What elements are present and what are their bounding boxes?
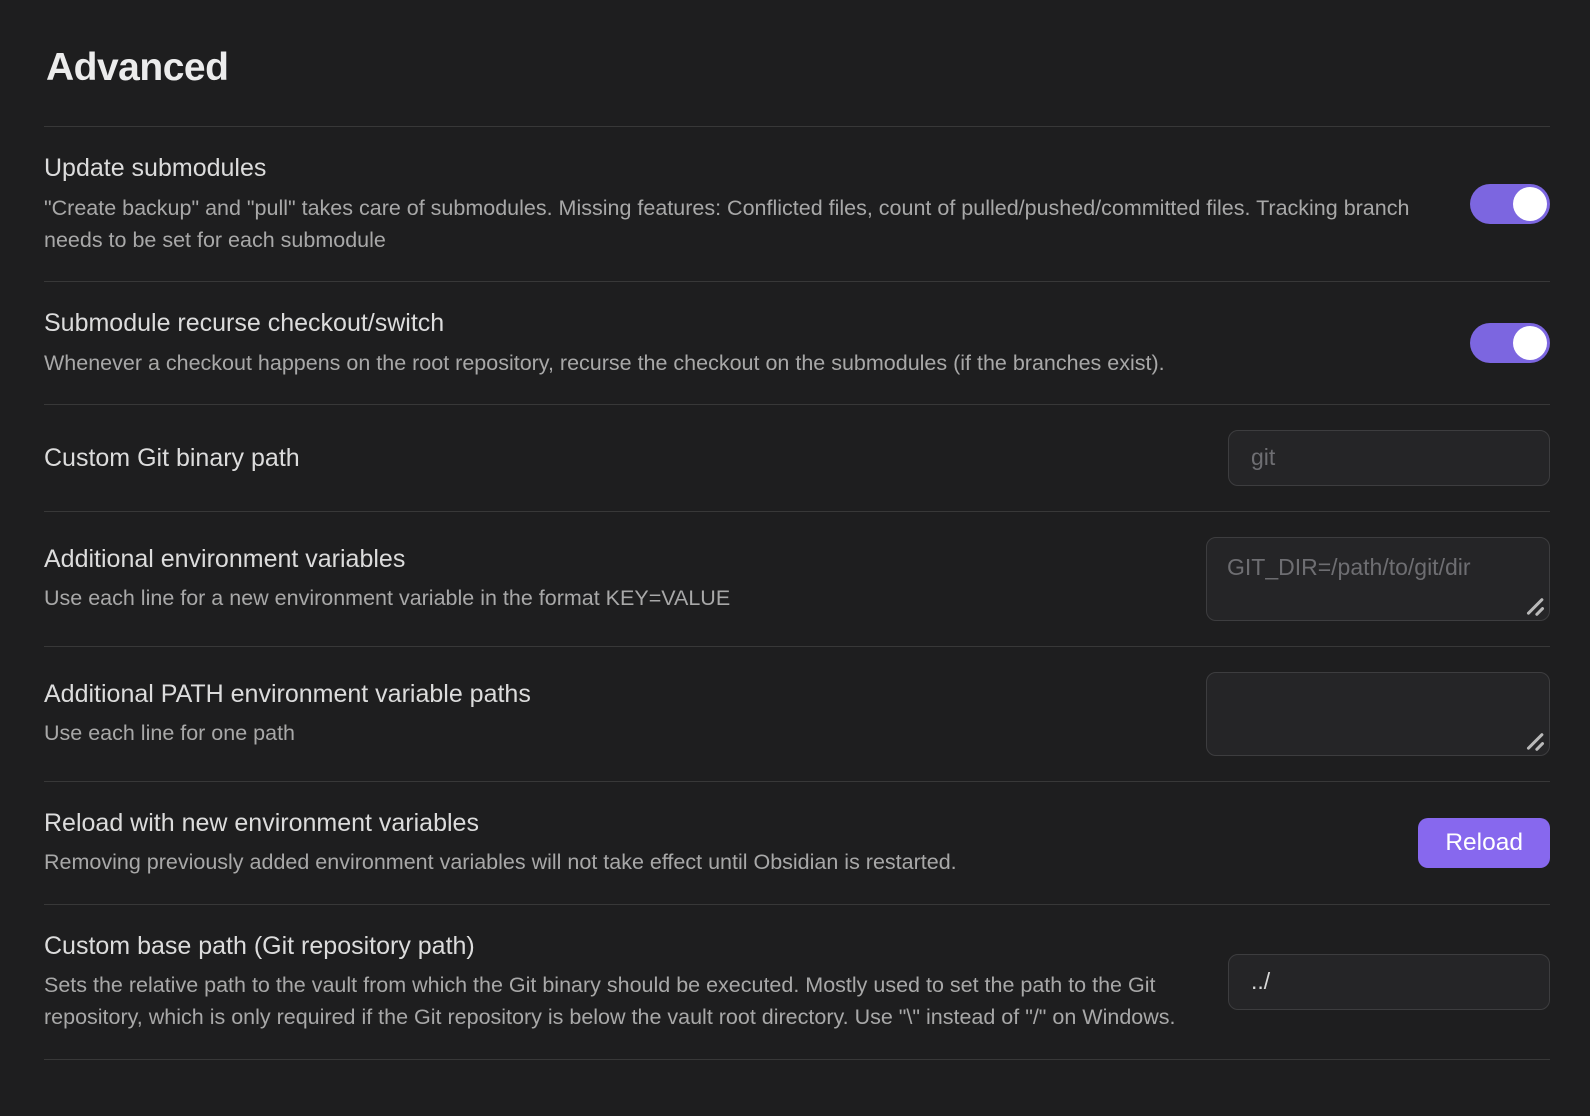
setting-name: Additional PATH environment variable paths bbox=[44, 679, 531, 708]
update-submodules-toggle[interactable] bbox=[1470, 184, 1550, 224]
setting-row-update-submodules bbox=[44, 126, 1550, 281]
setting-info bbox=[44, 307, 1470, 379]
section-end-divider bbox=[44, 1059, 1550, 1085]
reload-button[interactable]: Reload bbox=[1418, 818, 1550, 868]
env-variables-textarea[interactable] bbox=[1206, 537, 1550, 621]
setting-description: Use each line for one path bbox=[44, 721, 295, 746]
setting-info bbox=[44, 930, 1228, 1034]
setting-info bbox=[44, 807, 1418, 879]
setting-control bbox=[1470, 184, 1550, 224]
setting-description: "Create backup" and "pull" takes care of submodules. Missing features: Conflicted files, count of pulled/pushed/committed files. Tracking branch needs to be set for each submodule bbox=[44, 195, 1410, 252]
setting-name: Reload with new environment variables bbox=[44, 808, 479, 837]
textarea-wrap bbox=[1206, 672, 1550, 756]
setting-name: Submodule recurse checkout/switch bbox=[44, 309, 445, 337]
setting-row-reload-env bbox=[44, 781, 1550, 904]
setting-control bbox=[1228, 430, 1550, 486]
page-title: Advanced bbox=[46, 46, 229, 89]
setting-row-submodule-recurse bbox=[44, 281, 1550, 404]
setting-info bbox=[44, 543, 1206, 615]
setting-name: Custom base path (Git repository path) bbox=[44, 931, 475, 960]
textarea-wrap bbox=[1206, 537, 1550, 621]
setting-row-additional-path-env bbox=[44, 646, 1550, 781]
toggle-knob bbox=[1513, 187, 1547, 221]
toggle-knob bbox=[1513, 326, 1547, 360]
setting-name: Additional environment variables bbox=[44, 544, 406, 573]
setting-row-custom-base-path bbox=[44, 904, 1550, 1059]
setting-control bbox=[1470, 323, 1550, 363]
setting-control bbox=[1206, 672, 1550, 756]
setting-info bbox=[44, 442, 1228, 475]
setting-control bbox=[1228, 954, 1550, 1010]
setting-control bbox=[1418, 818, 1550, 868]
setting-info bbox=[44, 678, 1206, 750]
submodule-recurse-toggle[interactable] bbox=[1470, 323, 1550, 363]
setting-name: Update submodules bbox=[44, 154, 267, 182]
custom-base-path-input[interactable] bbox=[1228, 954, 1550, 1010]
setting-description: Use each line for a new environment variable in the format KEY=VALUE bbox=[44, 586, 731, 611]
setting-row-custom-git-binary-path bbox=[44, 404, 1550, 511]
setting-name: Custom Git binary path bbox=[44, 443, 300, 472]
setting-info bbox=[44, 152, 1470, 256]
setting-description: Sets the relative path to the vault from which the Git binary should be executed. Mostly used to set the path to the Git repository, which is only required if the Git repository is below the vault root directory. Use "\" instead of "/" on Windows. bbox=[44, 973, 1176, 1030]
setting-row-additional-env-variables bbox=[44, 511, 1550, 646]
setting-control bbox=[1206, 537, 1550, 621]
git-binary-path-input[interactable] bbox=[1228, 430, 1550, 486]
path-env-textarea[interactable] bbox=[1206, 672, 1550, 756]
setting-description: Removing previously added environment variables will not take effect until Obsidian is restarted. bbox=[44, 850, 957, 875]
setting-description: Whenever a checkout happens on the root repository, recurse the checkout on the submodules (if the branches exist). bbox=[44, 350, 1165, 375]
